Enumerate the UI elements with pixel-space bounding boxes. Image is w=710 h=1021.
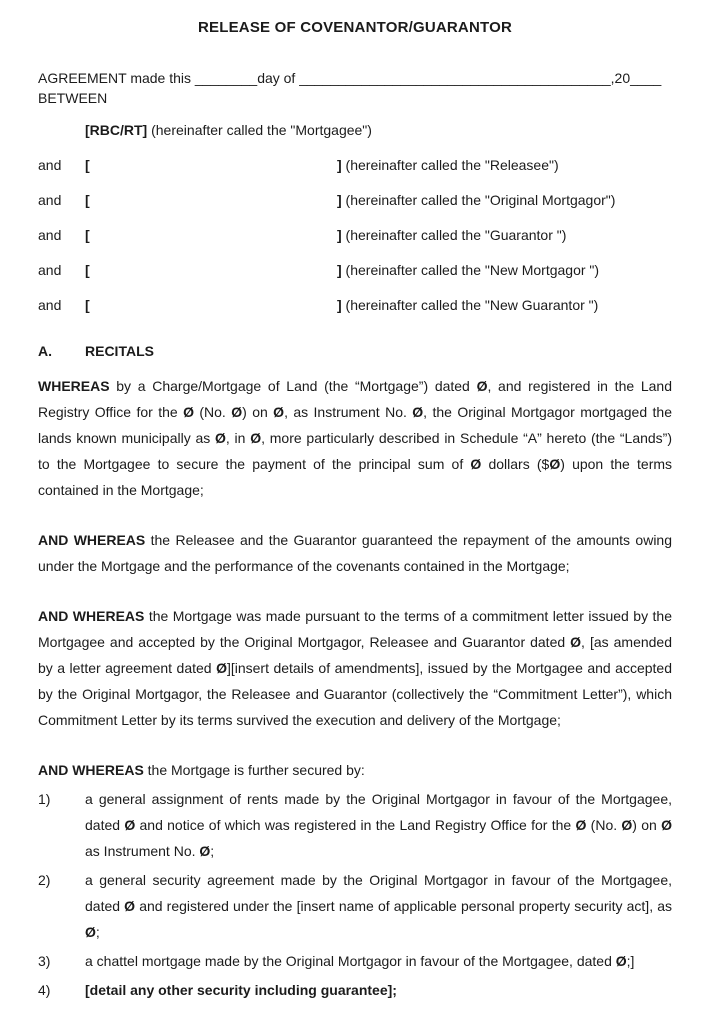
party-designation (337, 157, 559, 173)
list-item-other-security (38, 977, 672, 1003)
party-designation (337, 192, 615, 208)
party-designation-text: (hereinafter called the "New Guarantor ") (341, 297, 599, 313)
party-open-bracket: [ (85, 297, 90, 313)
security-list (38, 786, 672, 1003)
party-close-bracket: ] (337, 227, 342, 243)
party-open-bracket: [ (85, 157, 90, 173)
list-item-number: 2) (38, 872, 51, 888)
recital-paragraph-commitment-letter: AND WHEREAS the Mortgage was made pursuant to the terms of a commitment letter issued by the Mortgagee and accepted by the Original Mortgagor, Releasee and Guarantor dated Ø, [as amended by a letter agreement dated Ø][insert details of amendments], issued by the Mortgagee and accepted by the Original Mortgagor, the Releasee and Guarantor (collectively the “Commitment Letter”), which Commitment Letter by its terms survived the execution and delivery of the Mortgage; (38, 608, 673, 728)
party-designation (337, 297, 598, 313)
section-title: RECITALS (85, 343, 154, 359)
party-conjunction: and (38, 192, 62, 208)
list-item-text: a general security agreement made by the Original Mortgagor in favour of the Mortgagee, dated Ø and registered under the [insert name of applicable personal property security act], as Ø; (85, 872, 672, 940)
party-open-bracket: [ (85, 262, 90, 278)
party-conjunction: and (38, 157, 62, 173)
party-line-mortgagee: [RBC/RT] (hereinafter called the "Mortgagee") (85, 122, 372, 138)
recital-paragraph-further-secured: AND WHEREAS the Mortgage is further secured by: (38, 762, 365, 778)
agreement-intro (38, 68, 672, 108)
list-item-number: 1) (38, 791, 51, 807)
party-row-original-mortgagor (38, 192, 672, 208)
party-close-bracket: ] (337, 192, 342, 208)
party-designation-text: (hereinafter called the "Guarantor ") (341, 227, 567, 243)
document-title: RELEASE OF COVENANTOR/GUARANTOR (197, 19, 512, 36)
party-conjunction: and (38, 297, 62, 313)
list-item-text: [detail any other security including guarantee]; (85, 982, 397, 998)
section-letter: A. (38, 343, 52, 359)
list-item-security-agreement (38, 867, 672, 945)
between-label: BETWEEN (38, 90, 108, 106)
recital-paragraph-guarantee: AND WHEREAS the Releasee and the Guarantor guaranteed the repayment of the amounts owing under the Mortgage and the performance of the covenants contained in the Mortgage; (38, 532, 672, 574)
list-item-assignment-of-rents (38, 786, 672, 864)
recital-paragraph-whereas: WHEREAS by a Charge/Mortgage of Land (the “Mortgage”) dated Ø, and registered in the Land Registry Office for the Ø (No. Ø) on Ø, as Instrument No. Ø, the Original Mortgagor mortgaged the lands known municipally as Ø, in Ø, more particularly described in Schedule “A” hereto (the “Lands”) to the Mortgagee to secure the payment of the principal sum of Ø dollars ($Ø) upon the terms contained in the Mortgage; (38, 378, 673, 498)
party-open-bracket: [ (85, 227, 90, 243)
party-conjunction: and (38, 227, 62, 243)
party-close-bracket: ] (337, 297, 342, 313)
party-designation-text: (hereinafter called the "Original Mortgagor") (341, 192, 616, 208)
party-designation-text: (hereinafter called the "Releasee") (341, 157, 559, 173)
party-designation-text: (hereinafter called the "New Mortgagor ") (341, 262, 600, 278)
list-item-chattel-mortgage (38, 948, 672, 974)
list-item-text: a chattel mortgage made by the Original Mortgagor in favour of the Mortgagee, dated Ø;] (85, 953, 635, 969)
party-row-new-guarantor (38, 297, 672, 313)
party-close-bracket: ] (337, 262, 342, 278)
party-row-guarantor (38, 227, 672, 243)
agreement-date-line: AGREEMENT made this ________day of ________________________________________,20____ (38, 70, 662, 86)
recitals-section-heading (38, 343, 672, 359)
party-designation (337, 227, 566, 243)
party-close-bracket: ] (337, 157, 342, 173)
party-row-releasee (38, 157, 672, 173)
list-item-text: a general assignment of rents made by the Original Mortgagor in favour of the Mortgagee, dated Ø and notice of which was registered in the Land Registry Office for the Ø (No. Ø) on Ø as Instrument No. Ø; (85, 791, 672, 859)
list-item-number: 4) (38, 982, 51, 998)
party-conjunction: and (38, 262, 62, 278)
party-open-bracket: [ (85, 192, 90, 208)
party-designation (337, 262, 599, 278)
list-item-number: 3) (38, 953, 51, 969)
party-row-new-mortgagor (38, 262, 672, 278)
